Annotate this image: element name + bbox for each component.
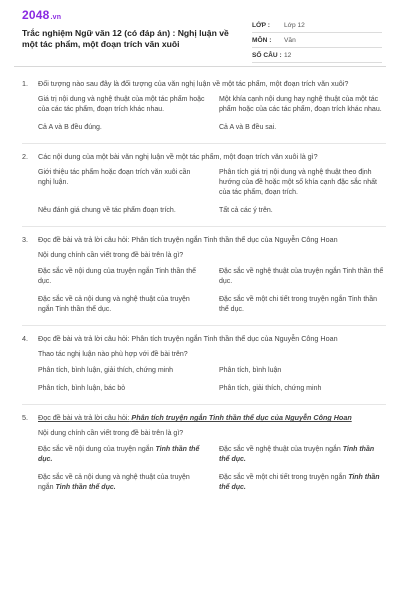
- meta-row-subject: [252, 33, 382, 48]
- meta-row-count: [252, 48, 382, 63]
- option-a[interactable]: [38, 445, 205, 465]
- meta-table: [252, 18, 382, 63]
- question-number: 1.: [22, 79, 28, 88]
- question-number: 2.: [22, 152, 28, 161]
- meta-key: LỚP :: [252, 21, 270, 29]
- question-2: [22, 152, 386, 227]
- option-text: Đặc sắc về nội dung của truyện ngắn: [38, 446, 156, 453]
- question-number: 3.: [22, 235, 28, 244]
- question-divider: [22, 226, 386, 227]
- option-emphasis: Tinh thần thể dục.: [38, 446, 200, 463]
- option-c[interactable]: Đặc sắc về cả nội dung và nghệ thuật của truyện ngắn Tinh thần thể dục.: [38, 296, 190, 313]
- question-text: Đọc đề bài và trả lời câu hỏi: Phân tích truyện ngắn Tinh thần thể dục của Nguyễn Công Hoan: [38, 334, 338, 343]
- meta-value: Lớp 12: [284, 21, 305, 29]
- option-text: Đặc sắc về một chi tiết trong truyện ngắn: [219, 474, 349, 481]
- question-text: [38, 413, 386, 423]
- question-3: [22, 235, 386, 326]
- question-subtext: Nội dung chính cần viết trong đề bài trên là gì?: [38, 252, 184, 259]
- meta-row-class: [252, 18, 382, 33]
- options: [22, 366, 386, 394]
- option-d[interactable]: Đặc sắc về một chi tiết trong truyện ngắn Tinh thần thể dục.: [219, 296, 377, 313]
- option-a[interactable]: Giới thiệu tác phẩm hoặc đoạn trích văn xuôi cần nghị luận.: [38, 169, 191, 186]
- option-b[interactable]: Phân tích, bình luận: [219, 367, 282, 374]
- question-divider: [22, 404, 386, 405]
- option-b[interactable]: Một khía cạnh nội dung hay nghệ thuật của một tác phẩm hoặc của các tác phẩm, đoạn trích khác nhau.: [219, 96, 382, 113]
- page-title: Trắc nghiệm Ngữ văn 12 (có đáp án) : Nghị luận về một tác phẩm, một đoạn trích văn xuôi: [22, 28, 229, 49]
- question-number: 4.: [22, 334, 28, 343]
- question-number: 5.: [22, 413, 28, 422]
- option-text: Đặc sắc về cả nội dung và nghệ thuật của truyện ngắn: [38, 474, 190, 491]
- brand-suffix: .vn: [50, 14, 62, 21]
- question-text: Các nội dung của một bài văn nghị luận về một tác phẩm, một đoạn trích văn xuôi là gì?: [38, 152, 318, 161]
- options: [22, 95, 386, 133]
- question-divider: [22, 325, 386, 326]
- meta-key: MÔN :: [252, 36, 272, 44]
- option-b[interactable]: [219, 445, 386, 465]
- options: [22, 168, 386, 216]
- question-text-prefix: Đọc đề bài và trả lời câu hỏi:: [38, 413, 130, 422]
- option-a[interactable]: Phân tích, bình luận, giải thích, chứng minh: [38, 367, 174, 374]
- option-d[interactable]: [219, 473, 386, 493]
- question-text: Đọc đề bài và trả lời câu hỏi: Phân tích truyện ngắn Tinh thần thể dục của Nguyễn Công Hoan: [38, 235, 338, 244]
- option-a[interactable]: Đặc sắc về nội dung của truyện ngắn Tinh thần thể dục.: [38, 268, 196, 285]
- option-d[interactable]: Phân tích, giải thích, chứng minh: [219, 385, 322, 392]
- meta-key: SỐ CÂU :: [252, 51, 282, 59]
- question-4: [22, 334, 386, 405]
- option-c[interactable]: Cả A và B đều đúng.: [38, 124, 102, 131]
- page-header: [0, 0, 400, 66]
- option-emphasis: Tinh thần thể dục.: [219, 474, 380, 491]
- option-b[interactable]: Đặc sắc về nghệ thuật của truyện ngắn Tinh thần thể dục.: [219, 268, 384, 285]
- option-c[interactable]: Phân tích, bình luận, bác bỏ: [38, 385, 126, 392]
- question-1: [22, 79, 386, 144]
- option-d[interactable]: Tất cả các ý trên.: [219, 207, 273, 214]
- question-subtext: Thao tác nghị luận nào phù hợp với đề bài trên?: [38, 351, 188, 358]
- brand-main: 2048: [22, 8, 50, 22]
- option-a[interactable]: Giá trị nội dung và nghệ thuật của một tác phẩm hoặc của các tác phẩm, đoạn trích khác nhau.: [38, 96, 205, 113]
- option-emphasis: Tinh thần thể dục.: [219, 446, 375, 463]
- meta-value: Văn: [284, 36, 296, 44]
- option-text: Đặc sắc về nghệ thuật của truyện ngắn: [219, 446, 343, 453]
- question-list: [0, 67, 400, 493]
- option-d[interactable]: Cả A và B đều sai.: [219, 124, 277, 131]
- question-text-emphasis: Phân tích truyện ngắn Tinh thần thể dục của Nguyễn Công Hoan: [131, 413, 352, 422]
- question-subtext: Nội dung chính cần viết trong đề bài trên là gì?: [38, 430, 184, 437]
- question-5: [22, 413, 386, 493]
- option-c[interactable]: Nêu đánh giá chung về tác phẩm đoạn trích.: [38, 207, 176, 214]
- option-c[interactable]: [38, 473, 205, 493]
- meta-value: 12: [284, 51, 292, 59]
- option-emphasis: Tinh thần thể dục.: [55, 484, 116, 491]
- options: [22, 445, 386, 493]
- question-divider: [22, 143, 386, 144]
- option-b[interactable]: Phân tích giá trị nội dung và nghệ thuật theo định hướng của đề hoặc một số khía cạnh đặc sắc nhất của tác phẩm, đoạn trích.: [219, 169, 377, 196]
- options: [22, 267, 386, 315]
- question-text: Đối tượng nào sau đây là đối tượng của văn nghị luận về một tác phẩm, một đoạn trích văn xuôi?: [38, 79, 349, 88]
